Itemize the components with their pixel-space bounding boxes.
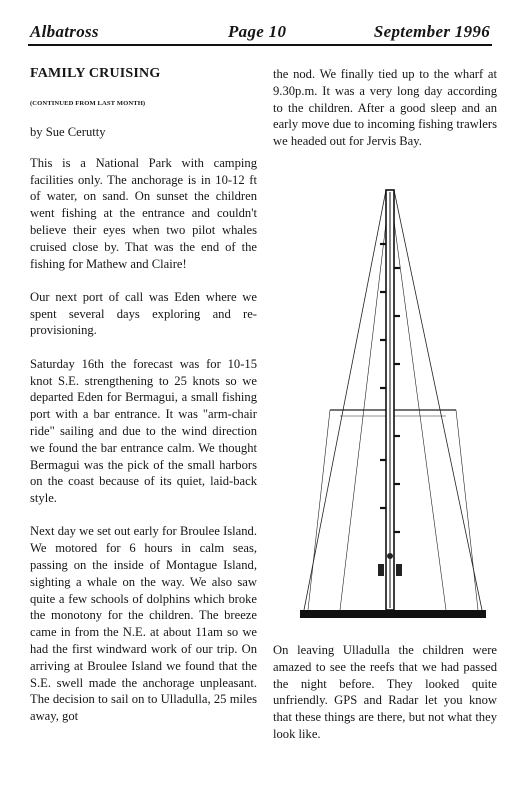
paragraph: the nod. We finally tied up to the wharf at 9.30p.m. It was a very long day according to the children. After a good sleep and an early move due to incoming fishing trawlers we headed out for Jervis Bay. [273,67,497,149]
stay-line [392,206,446,610]
byline: by Sue Cerutty [30,125,106,139]
paragraph: This is a National Park with camping facilities only. The anchorage is in 10-12 ft of water, on sand. On sunset the children went fishing at the entrance and couldn't believe their eyes when two pilot whales cruised close by. That was the end of the fishing for Mathew and Claire! [30,155,257,271]
shroud-line [308,410,330,610]
article-subtitle: (CONTINUED FROM LAST MONTH) [30,99,146,107]
paragraph: Saturday 16th the forecast was for 10-15 knot S.E. strengthening to 25 knots so we departed Eden for Bermagui, a small fishing port with a bar entrance. It was "arm-chair ride" sailing and due to the wind direction we found the bar entrance calm. We thought Bermagui was the pick of the small harbors on the coast because of its quiet, laid-back style. [30,356,257,506]
issue-date: September 1996 [373,22,490,41]
mast-rigging-illustration [300,184,486,624]
paragraph: Our next port of call was Eden where we spent several days exploring and re-provisioning. [30,289,257,338]
paragraph: Next day we set out early for Broulee Island. We motored for 6 hours in calm seas, passing on the inside of Montague Island, sighting a whale on the way. We also saw quite a few schools of dolphins which broke the monotony for the children. The breeze came in from the N.E. at about 11am so we had the first windward work of our trip. On arriving at Broulee Island we found that the S.E. swell made the anchorage unpleasant. The decision to sail on to Ulladulla, 25 miles away, got [30,524,257,724]
shroud-line [394,190,482,610]
newsletter-name: Albatross [30,22,99,41]
article-title: FAMILY CRUISING [30,66,161,81]
page-number: Page 10 [228,22,287,41]
deck-base [300,610,486,618]
winch [378,564,384,576]
stay-line [340,206,388,610]
page-header [28,22,492,46]
right-column-top [273,66,497,166]
shroud-line [304,190,386,610]
right-column-bottom [273,642,497,759]
paragraph: On leaving Ulladulla the children were amazed to see the reefs that we had passed the night before. They looked quite unfriendly. GPS and Radar let you know that these things are there, but not what they look like. [273,643,497,741]
shroud-line [456,410,478,610]
left-column [30,66,257,742]
winch [396,564,402,576]
